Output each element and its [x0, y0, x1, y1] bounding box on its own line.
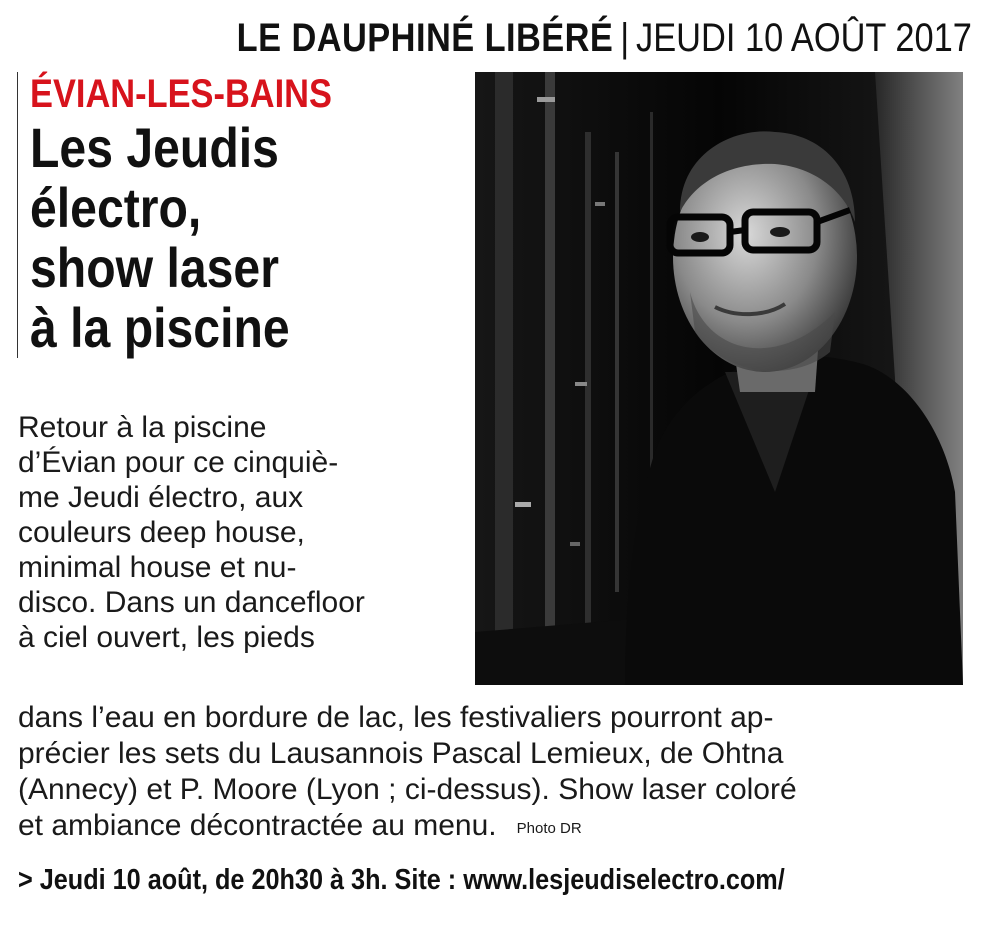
body-line: Retour à la piscine [18, 411, 267, 444]
body-line: dans l’eau en bordure de lac, les festivaliers pourront ap- [18, 701, 774, 734]
headline-rule [17, 72, 18, 358]
body-line: à ciel ouvert, les pieds [18, 621, 315, 654]
body-line: disco. Dans un dancefloor [18, 586, 365, 619]
headline-line: show laser [30, 236, 279, 299]
body-line: couleurs deep house, [18, 516, 305, 549]
body-line: précier les sets du Lausannois Pascal Lemieux, de Ohtna [18, 737, 784, 770]
event-info-line: > Jeudi 10 août, de 20h30 à 3h. Site : www.lesjeudiselectro.com/ [18, 864, 785, 896]
body-last-text: et ambiance décontractée au menu. [18, 809, 497, 842]
article-photo [475, 72, 963, 685]
portrait-photo-image [475, 72, 963, 685]
headline-line: électro, [30, 176, 202, 239]
masthead [237, 14, 972, 62]
headline-line: Les Jeudis [30, 116, 279, 179]
body-line-last [18, 808, 797, 847]
kicker: ÉVIAN-LES-BAINS [30, 72, 332, 116]
body-line: (Annecy) et P. Moore (Lyon ; ci-dessus). Show laser coloré [18, 773, 797, 806]
headline-line: à la piscine [30, 296, 290, 359]
article-body-column [18, 410, 365, 655]
photo-credit: Photo DR [516, 820, 582, 837]
headline [30, 118, 357, 358]
body-line: d’Évian pour ce cinquiè- [18, 446, 339, 479]
masthead-separator: | [620, 16, 630, 60]
newspaper-name: LE DAUPHINÉ LIBÉRÉ [236, 16, 614, 60]
issue-date: JEUDI 10 AOÛT 2017 [636, 16, 972, 60]
body-line: minimal house et nu- [18, 551, 297, 584]
body-line: me Jeudi électro, aux [18, 481, 304, 514]
article-body-full [18, 700, 797, 847]
